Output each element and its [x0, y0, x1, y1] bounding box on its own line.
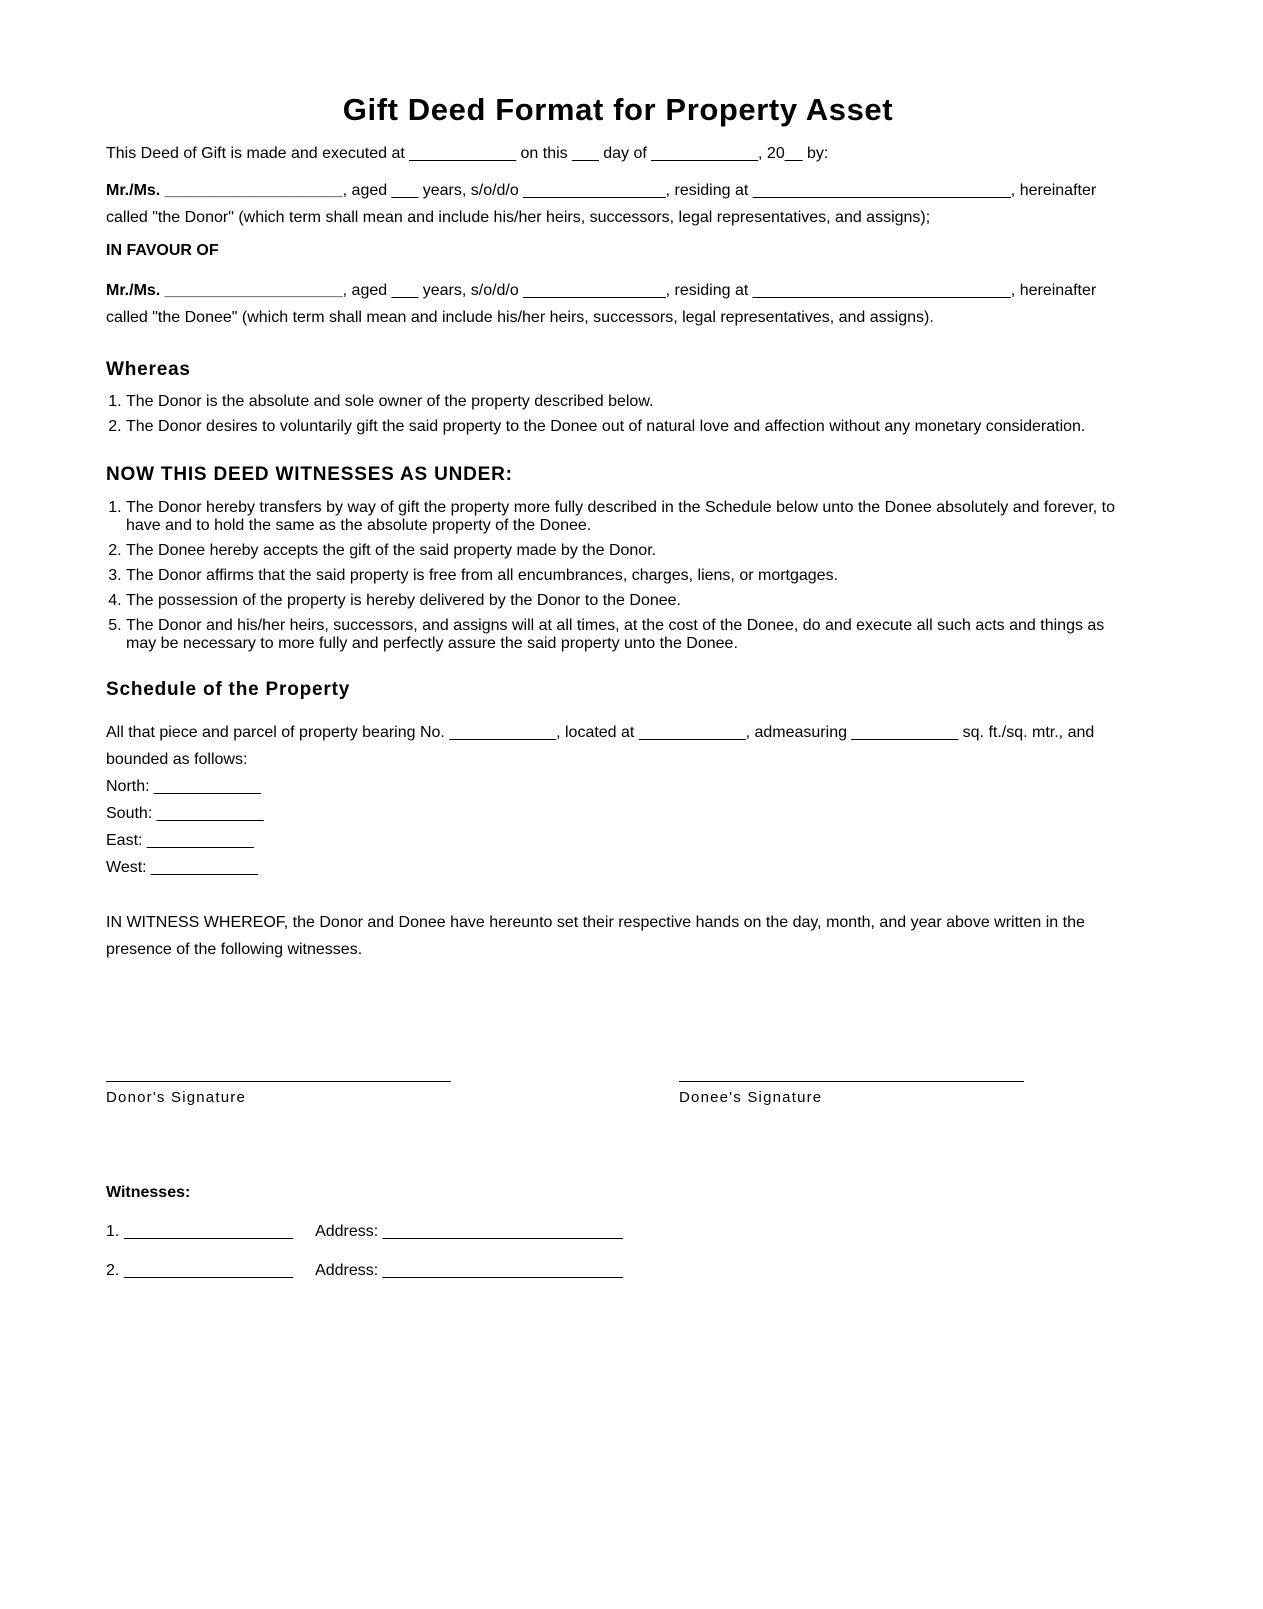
donee-details: , aged ___ years, s/o/d/o ________________, residing at _____________________________, hereinafter called "the Donee" (which term shall mean and include his/her heirs, successors, legal representatives, and assigns). [106, 282, 1097, 326]
deed-terms-list [106, 499, 1130, 653]
boundary-north: North: ____________ [106, 778, 261, 795]
donee-name-label: Mr./Ms. ____________________ [106, 282, 343, 299]
witness-name-blank: ___________________ [124, 1262, 294, 1279]
schedule-heading: Schedule of the Property [106, 679, 351, 700]
donor-paragraph [106, 177, 1130, 231]
boundary-west: West: ____________ [106, 859, 258, 876]
list-item: 5. The Donor and his/her heirs, successors, and assigns will at all times, at the cost of the Donee, do and execute all such acts and things as may be necessary to more fully and perfectly assure the said property unto the Donee. [126, 617, 1130, 653]
donor-signature-label: Donor's Signature [106, 1089, 246, 1106]
now-this-deed-heading: NOW THIS DEED WITNESSES AS UNDER: [106, 464, 513, 485]
donee-signature-line [679, 1081, 1024, 1082]
boundary-east: East: ____________ [106, 832, 254, 849]
list-item: 2. The Donor desires to voluntarily gift the said property to the Donee out of natural love and affection without any monetary consideration. [126, 418, 1130, 436]
witness-name-blank: ___________________ [124, 1223, 294, 1240]
document-title: Gift Deed Format for Property Asset [342, 92, 894, 127]
donor-details: , aged ___ years, s/o/d/o ________________, residing at _____________________________, hereinafter called "the Donor" (which term shall mean and include his/her heirs, successors, legal representatives, and assigns); [106, 182, 1097, 226]
list-item: 3. The Donor affirms that the said property is free from all encumbrances, charges, liens, or mortgages. [126, 567, 1130, 585]
intro-paragraph: This Deed of Gift is made and executed at ____________ on this ___ day of ____________, 20__ by: [106, 145, 829, 162]
boundary-south: South: ____________ [106, 805, 264, 822]
donee-signature-label: Donee's Signature [679, 1089, 823, 1106]
whereas-heading: Whereas [106, 359, 191, 380]
list-item: 4. The possession of the property is hereby delivered by the Donor to the Donee. [126, 592, 1130, 610]
witness-row [106, 1222, 806, 1242]
signature-row [106, 1081, 1126, 1121]
witness-address-blank: Address: ___________________________ [315, 1223, 623, 1240]
donee-signature-block [679, 1081, 1024, 1107]
list-item: 1. The Donor hereby transfers by way of gift the property more fully described in the Schedule below unto the Donee absolutely and forever, to have and to hold the same as the absolute property of the Donee. [126, 499, 1130, 535]
witnesses-title: Witnesses: [106, 1184, 191, 1201]
witness-address-blank: Address: ___________________________ [315, 1262, 623, 1279]
donor-signature-line [106, 1081, 451, 1082]
schedule-paragraph: All that piece and parcel of property bearing No. ____________, located at ____________, admeasuring ____________ sq. ft./sq. mtr., and bounded as follows: [106, 724, 1095, 768]
witness-row [106, 1261, 806, 1281]
donor-name-label: Mr./Ms. ____________________ [106, 182, 343, 199]
witnesses-section [106, 1183, 806, 1281]
witness-number: 1. [106, 1223, 120, 1240]
donee-paragraph [106, 277, 1130, 331]
whereas-list [106, 393, 1130, 436]
list-item: 1. The Donor is the absolute and sole owner of the property described below. [126, 393, 1130, 411]
witness-clause: IN WITNESS WHEREOF, the Donor and Donee have hereunto set their respective hands on the day, month, and year above written in the presence of the following witnesses. [106, 914, 1085, 958]
in-favour-of-heading: IN FAVOUR OF [106, 242, 219, 259]
donor-signature-block [106, 1081, 451, 1107]
witness-number: 2. [106, 1262, 120, 1279]
list-item: 2. The Donee hereby accepts the gift of the said property made by the Donor. [126, 542, 1130, 560]
